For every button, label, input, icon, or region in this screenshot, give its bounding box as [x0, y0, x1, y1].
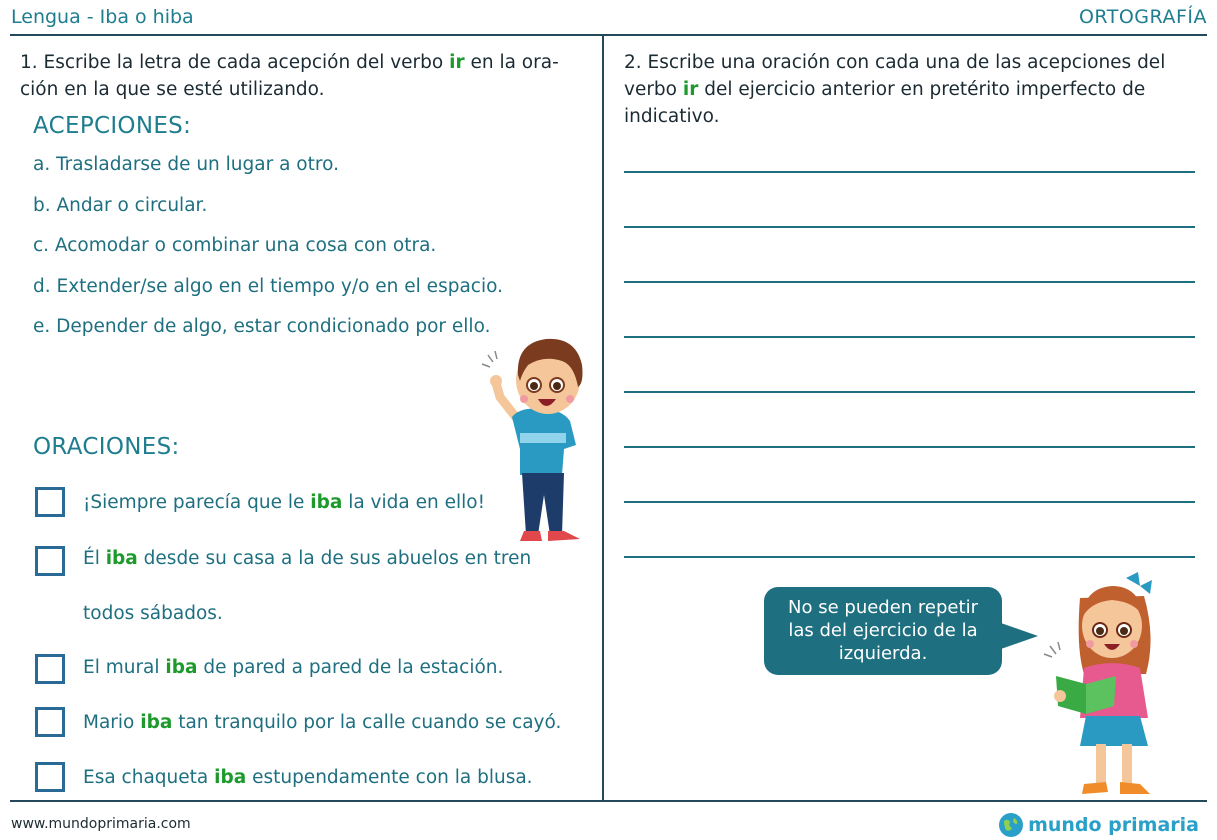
writing-line-7[interactable] [624, 501, 1195, 503]
brand-name: mundo primaria [1028, 814, 1199, 836]
speech-bubble-tail [998, 622, 1038, 650]
answer-box-4[interactable] [35, 707, 65, 737]
answer-box-1[interactable] [35, 487, 65, 517]
page-subject: Lengua - Iba o hiba [11, 6, 194, 28]
writing-line-6[interactable] [624, 446, 1195, 448]
answer-box-3[interactable] [35, 654, 65, 684]
writing-line-4[interactable] [624, 336, 1195, 338]
bottom-divider [10, 800, 1207, 802]
sentence-3: El mural iba de pared a pared de la estación. [83, 657, 504, 678]
exercise-2-instruction: 2. Escribe una oración con cada una de las acepciones del verbo ir del ejercicio anterior en pretérito imperfecto de indicativo. [624, 52, 1166, 127]
sentence-1: ¡Siempre parecía que le iba la vida en ello! [83, 492, 485, 513]
footer-url[interactable]: www.mundoprimaria.com [11, 816, 191, 832]
writing-line-8[interactable] [624, 556, 1195, 558]
acepcion-c: c. Acomodar o combinar una cosa con otra. [33, 235, 437, 256]
sentence-2-continuation: todos sábados. [83, 603, 223, 624]
speech-bubble: No se pueden repetir las del ejercicio de la izquierda. [764, 587, 1002, 675]
writing-line-3[interactable] [624, 281, 1195, 283]
reading-girl-illustration [1040, 568, 1180, 800]
column-divider [602, 36, 604, 801]
sentence-5: Esa chaqueta iba estupendamente con la blusa. [83, 767, 533, 788]
exercise-1-instruction: 1. Escribe la letra de cada acepción del verbo ir en la ora- ción en la que se esté utilizando. [20, 52, 559, 100]
sentence-4: Mario iba tan tranquilo por la calle cuando se cayó. [83, 712, 562, 733]
brand-logo [998, 812, 1199, 838]
globe-icon [998, 812, 1024, 838]
writing-line-1[interactable] [624, 171, 1195, 173]
acepcion-b: b. Andar o circular. [33, 195, 208, 216]
oraciones-title: ORACIONES: [33, 434, 180, 460]
acepcion-e: e. Depender de algo, estar condicionado por ello. [33, 316, 491, 337]
sentence-2: Él iba desde su casa a la de sus abuelos en tren [83, 548, 532, 569]
acepcion-d: d. Extender/se algo en el tiempo y/o en el espacio. [33, 276, 503, 297]
acepcion-a: a. Trasladarse de un lugar a otro. [33, 154, 339, 175]
page-category: ORTOGRAFÍA [1078, 6, 1207, 28]
acepciones-title: ACEPCIONES: [33, 113, 192, 139]
answer-box-2[interactable] [35, 546, 65, 576]
writing-line-5[interactable] [624, 391, 1195, 393]
writing-line-2[interactable] [624, 226, 1195, 228]
answer-box-5[interactable] [35, 762, 65, 792]
pointing-boy-illustration [480, 325, 600, 547]
top-divider [10, 34, 1207, 36]
